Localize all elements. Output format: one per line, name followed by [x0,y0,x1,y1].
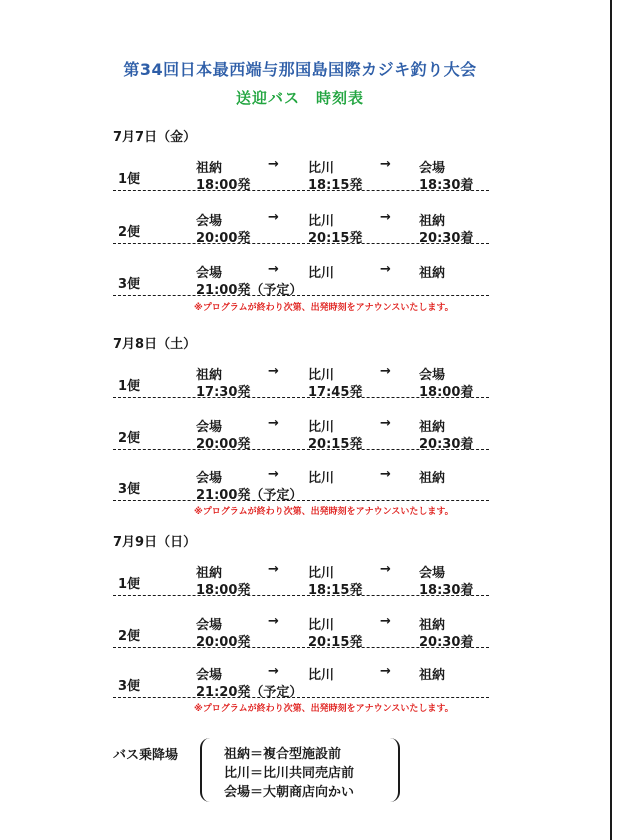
stop-origin: 会場 [196,266,223,281]
time-origin: 17:30発 [196,385,251,400]
stop-origin: 祖納 [196,161,223,176]
stop-destination: 祖納 [419,214,446,229]
stop-origin: 会場 [196,214,223,229]
arrow-icon: → [268,562,279,577]
time-destination: 18:30着 [419,583,474,598]
arrow-icon: → [380,364,391,379]
time-destination: 18:30着 [419,178,474,193]
trip-row [113,562,489,602]
day-header: 7月7日（金） [113,130,197,145]
stop-destination: 祖納 [419,668,446,683]
time-middle: 20:15発 [308,231,363,246]
dashed-divider [113,647,489,648]
arrow-icon: → [380,262,391,277]
trip-label: 1便 [118,577,141,592]
stop-middle: 比川 [308,161,335,176]
stop-origin: 会場 [196,420,223,435]
trip-row [113,364,489,404]
arrow-icon: → [380,157,391,172]
trip-label: 1便 [118,172,141,187]
dashed-divider [113,397,489,398]
stop-destination: 会場 [419,161,446,176]
time-middle: 20:15発 [308,635,363,650]
stop-origin: 会場 [196,471,223,486]
arrow-icon: → [380,210,391,225]
trip-label: 3便 [118,482,141,497]
bus-stop-line: 祖納＝複合型施設前 [224,747,342,762]
time-origin: 20:00発 [196,231,251,246]
time-middle: 17:45発 [308,385,363,400]
page-subtitle: 送迎バス 時刻表 [235,89,364,107]
arrow-icon: → [268,614,279,629]
dashed-divider [113,500,489,501]
day-header: 7月8日（土） [113,337,197,352]
time-middle: 20:15発 [308,437,363,452]
arrow-icon: → [380,467,391,482]
arrow-icon: → [268,262,279,277]
dashed-divider [113,697,489,698]
arrow-icon: → [380,562,391,577]
dashed-divider [113,295,489,296]
arrow-icon: → [268,664,279,679]
stop-origin: 祖納 [196,368,223,383]
time-middle: 18:15発 [308,178,363,193]
trip-row [113,664,489,704]
arrow-icon: → [268,416,279,431]
stop-middle: 比川 [308,668,335,683]
dashed-divider [113,243,489,244]
trip-row [113,467,489,507]
stop-destination: 会場 [419,566,446,581]
stop-destination: 祖納 [419,618,446,633]
stop-middle: 比川 [308,214,335,229]
trip-label: 3便 [118,679,141,694]
time-origin: 18:00発 [196,583,251,598]
trip-label: 2便 [118,629,141,644]
time-origin: 18:00発 [196,178,251,193]
arrow-icon: → [268,467,279,482]
stop-origin: 会場 [196,618,223,633]
trip-label: 2便 [118,225,141,240]
announcement-note: ※プログラムが終わり次第、出発時刻をアナウンスいたします。 [194,303,454,313]
time-destination: 18:00着 [419,385,474,400]
bus-stop-line: 会場＝大朝商店向かい [224,785,355,800]
stop-destination: 祖納 [419,471,446,486]
day-header: 7月9日（日） [113,535,197,550]
stop-middle: 比川 [308,618,335,633]
trip-row [113,614,489,654]
time-origin: 21:20発（予定） [196,685,303,700]
time-middle: 18:15発 [308,583,363,598]
time-destination: 20:30着 [419,437,474,452]
trip-row [113,210,489,250]
stop-middle: 比川 [308,266,335,281]
arrow-icon: → [380,614,391,629]
dashed-divider [113,595,489,596]
arrow-icon: → [268,364,279,379]
time-origin: 21:00発（予定） [196,283,303,298]
stop-origin: 祖納 [196,566,223,581]
bus-stops-label: バス乗降場 [113,748,179,763]
bus-stops-box [200,738,400,802]
trip-label: 2便 [118,431,141,446]
stop-destination: 会場 [419,368,446,383]
trip-label: 1便 [118,379,141,394]
dashed-divider [113,449,489,450]
arrow-icon: → [380,416,391,431]
time-destination: 20:30着 [419,231,474,246]
arrow-icon: → [380,664,391,679]
stop-destination: 祖納 [419,266,446,281]
stop-middle: 比川 [308,368,335,383]
time-origin: 20:00発 [196,635,251,650]
arrow-icon: → [268,157,279,172]
time-origin: 21:00発（予定） [196,488,303,503]
stop-middle: 比川 [308,566,335,581]
stop-destination: 祖納 [419,420,446,435]
announcement-note: ※プログラムが終わり次第、出発時刻をアナウンスいたします。 [194,507,454,517]
trip-row [113,416,489,456]
page-title: 第34回日本最西端与那国島国際カジキ釣り大会 [123,60,477,79]
bus-stop-line: 比川＝比川共同売店前 [224,766,355,781]
page-right-border [610,0,612,840]
stop-origin: 会場 [196,668,223,683]
stop-middle: 比川 [308,471,335,486]
trip-row [113,262,489,302]
arrow-icon: → [268,210,279,225]
time-origin: 20:00発 [196,437,251,452]
dashed-divider [113,190,489,191]
trip-row [113,157,489,197]
stop-middle: 比川 [308,420,335,435]
time-destination: 20:30着 [419,635,474,650]
announcement-note: ※プログラムが終わり次第、出発時刻をアナウンスいたします。 [194,704,454,714]
trip-label: 3便 [118,277,141,292]
